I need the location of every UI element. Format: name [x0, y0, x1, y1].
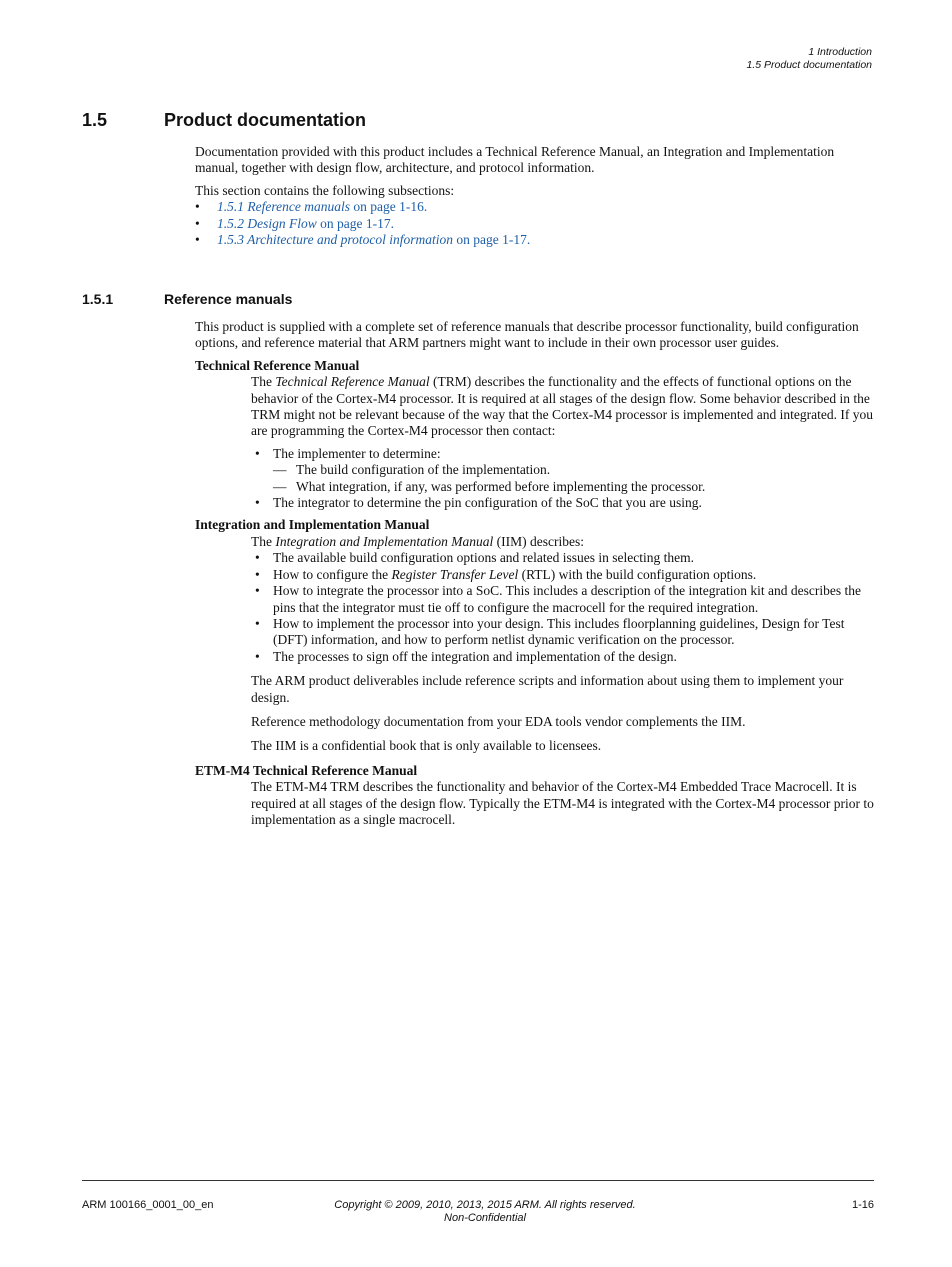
subsection-link-list [195, 199, 875, 248]
section-body [195, 144, 875, 248]
list-item: • The integrator to determine the pin configuration of the SoC that you are using. [251, 495, 875, 511]
footer-copyright: Copyright © 2009, 2010, 2013, 2015 ARM. All rights reserved. [334, 1199, 636, 1211]
link-suffix: on page 1-17. [316, 215, 394, 231]
section-title: Product documentation [164, 110, 366, 130]
list-item [195, 232, 875, 248]
iim-para-methodology: Reference methodology documentation from your EDA tools vendor complements the IIM. [251, 713, 746, 729]
iim-heading: Integration and Implementation Manual [195, 517, 430, 533]
iim-description [251, 534, 875, 755]
running-header [747, 46, 873, 72]
trm-paragraph: The Technical Reference Manual (TRM) describes the functionality and the effects of functional options on the behavior of the Cortex-M4 processor. It is required at all stages of the design flow. Some behavior described in the TRM might not be relevant because of the way that the Cortex-M4 processor is implemented and integrated. If you are programming the Cortex-M4 processor then contact: [251, 374, 873, 439]
list-item: • How to configure the Register Transfer Level (RTL) with the build configuration options. [251, 567, 875, 583]
list-item: • The processes to sign off the integration and implementation of the design. [251, 649, 875, 665]
list-item: — The build configuration of the implementation. [273, 462, 875, 478]
etm-paragraph: The ETM-M4 TRM describes the functionality and behavior of the Cortex-M4 Embedded Trace Macrocell. It is required at all stages of the design flow. Typically the ETM-M4 is integrated with the Cortex-M4 processor prior to implementation as a single macrocell. [251, 779, 874, 827]
footer-copyright-block [290, 1199, 680, 1225]
subsection-title: Reference manuals [164, 291, 293, 307]
subsection-number: 1.5.1 [82, 291, 114, 307]
link-architecture-protocol[interactable]: 1.5.3 Architecture and protocol information [217, 232, 453, 248]
section-heading [82, 110, 366, 131]
link-suffix: on page 1-16. [349, 199, 428, 215]
section-number: 1.5 [82, 110, 108, 130]
list-item: • How to integrate the processor into a SoC. This includes a description of the integration kit and describes the pins that the integrator must tie off to configure the macrocell for the required integration. [251, 583, 875, 616]
footer-confidentiality: Non-Confidential [444, 1212, 526, 1224]
running-header-section: 1.5 Product documentation [746, 59, 872, 71]
etm-description [251, 779, 875, 828]
list-item: • The implementer to determine: — The build configuration of the implementation. — What integration, if any, was performed before implementing the processor. [251, 446, 875, 495]
list-item [195, 216, 875, 232]
subsection-body [195, 319, 875, 834]
list-item: • The available build configuration options and related issues in selecting them. [251, 550, 875, 566]
iim-para-confidential: The IIM is a confidential book that is only available to licensees. [251, 738, 602, 754]
trm-bullet-list [251, 446, 875, 512]
section-contains-text: This section contains the following subsections: [195, 182, 455, 198]
footer-page-number: 1-16 [851, 1199, 874, 1211]
footer-divider [82, 1180, 874, 1181]
trm-description [251, 374, 875, 511]
running-header-chapter: 1 Introduction [808, 46, 872, 58]
etm-heading: ETM-M4 Technical Reference Manual [195, 762, 418, 778]
subsection-intro: This product is supplied with a complete set of reference manuals that describe processor functionality, build configuration options, and reference material that ARM partners might want to include in their own processor user guides. [195, 319, 859, 351]
iim-para-deliverables: The ARM product deliverables include reference scripts and information about using them to implement your design. [251, 673, 844, 705]
iim-paragraph: The Integration and Implementation Manual (IIM) describes: [251, 533, 584, 549]
list-item: — What integration, if any, was performed before implementing the processor. [273, 479, 875, 495]
section-intro: Documentation provided with this product includes a Technical Reference Manual, an Integration and Implementation manual, together with design flow, architecture, and protocol information. [195, 144, 835, 176]
footer-doc-id: ARM 100166_0001_00_en [82, 1199, 214, 1211]
iim-bullet-list [251, 550, 875, 665]
link-suffix: on page 1-17. [452, 232, 531, 248]
link-reference-manuals[interactable]: 1.5.1 Reference manuals [217, 199, 350, 215]
trm-dash-list [273, 462, 875, 495]
subsection-heading [82, 291, 292, 307]
list-item [195, 199, 875, 215]
trm-heading: Technical Reference Manual [195, 357, 360, 373]
link-design-flow[interactable]: 1.5.2 Design Flow [217, 215, 317, 231]
list-item: • How to implement the processor into your design. This includes floorplanning guidelines, Design for Test (DFT) information, and how to perform netlist dynamic verification on the processor. [251, 616, 875, 649]
